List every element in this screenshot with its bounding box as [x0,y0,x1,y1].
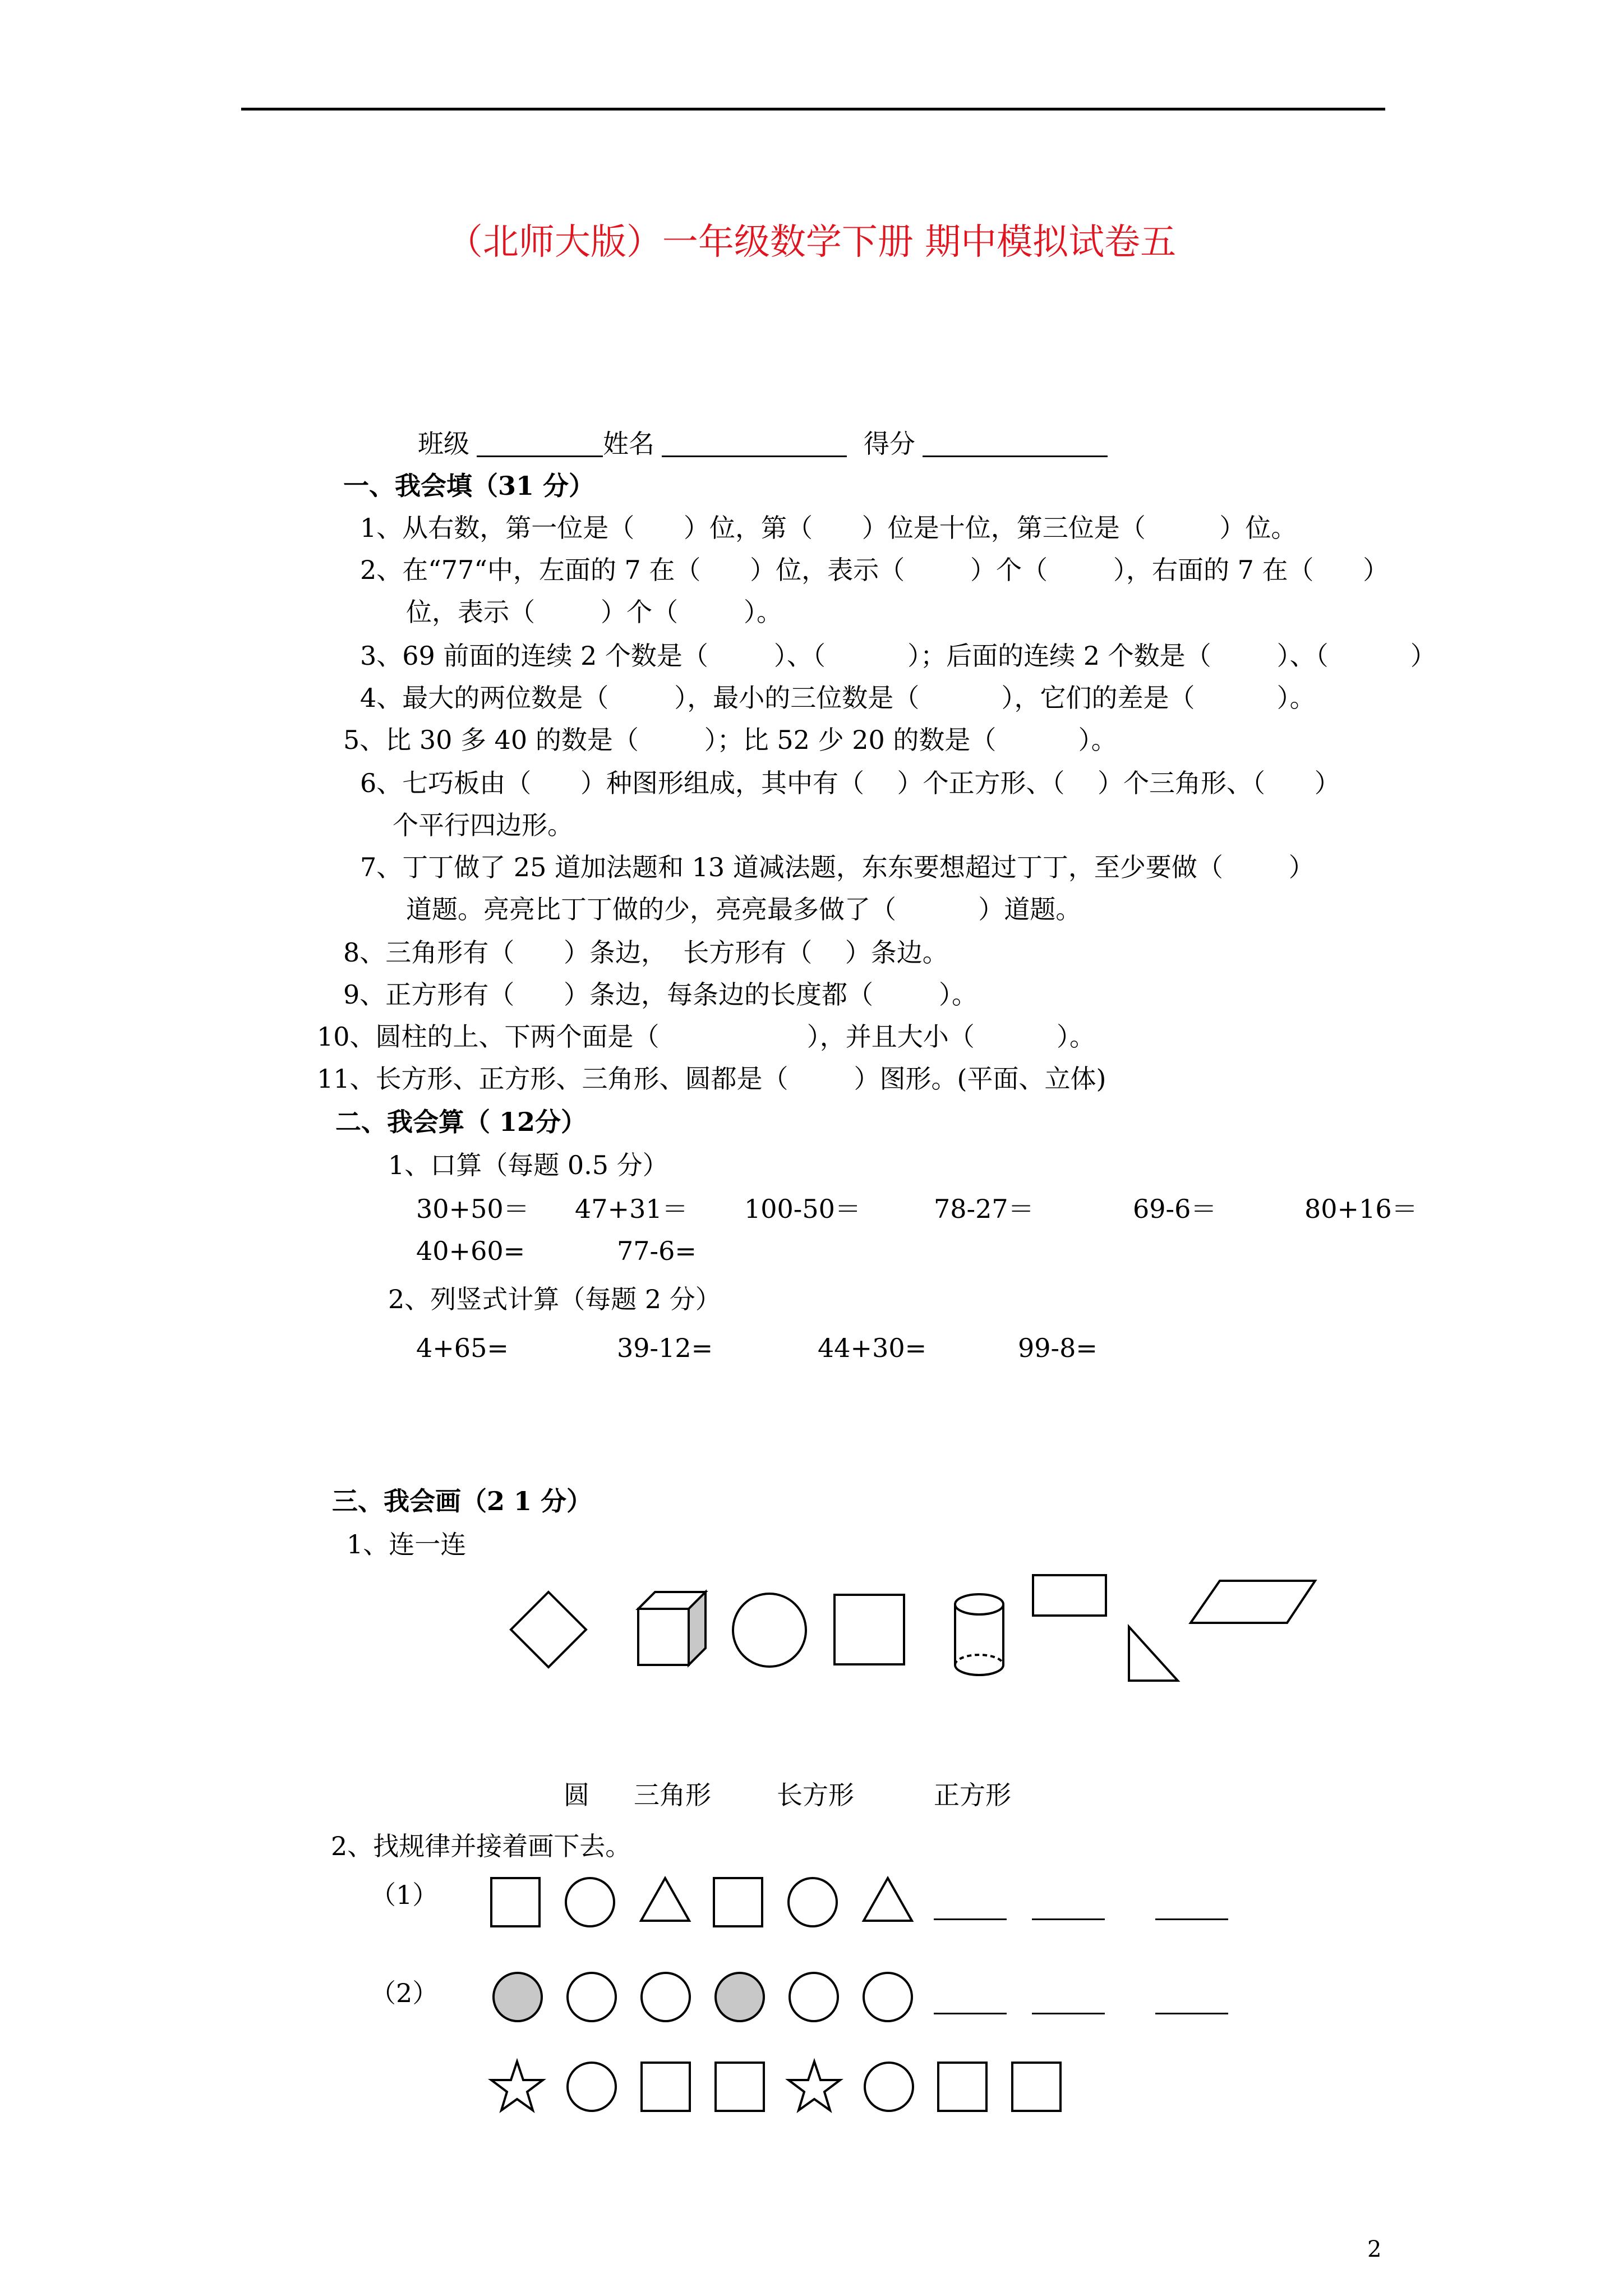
label-square: 正方形 [934,1780,1011,1810]
question-11: 11、长方形、正方形、三角形、圆都是（ ）图形。(平面、立体) [317,1064,1106,1094]
answer-blank[interactable] [1032,1918,1105,1920]
answer-blank[interactable] [934,1918,1007,1920]
question-7-line2: 道题。亮亮比丁丁做的少，亮亮最多做了（ ）道题。 [406,894,1082,924]
name-label: 姓名 [603,429,654,459]
question-3: 3、69 前面的连续 2 个数是（ ）、（ ）；后面的连续 2 个数是（ ）、（ ） [360,641,1436,671]
calc-item: 78-27＝ [934,1194,1034,1224]
shaded-circle-shape [494,1973,542,2021]
question-7-line1: 7、丁丁做了 25 道加法题和 13 道减法题，东东要想超过丁丁，至少要做（ ） [360,852,1315,882]
label-triangle: 三角形 [634,1780,711,1810]
page-title: （北师大版）一年级数学下册 期中模拟试卷五 [446,222,1177,263]
question-5: 5、比 30 多 40 的数是（ ）；比 52 少 20 的数是（ ）。 [343,725,1117,755]
class-label: 班级 [418,429,469,459]
pattern-heading: 2、找规律并接着画下去。 [331,1831,631,1861]
answer-blank[interactable] [1032,2013,1105,2014]
calc-item: 39-12= [617,1333,713,1363]
answer-blank[interactable] [1155,1918,1228,1920]
answer-blank[interactable] [934,2013,1007,2014]
cylinder-shape [955,1594,1003,1675]
triangle-shape [641,1878,689,1921]
mental-math-heading: 1、口算（每题 0.5 分） [388,1150,668,1180]
question-8: 8、三角形有（ ）条边， 长方形有（ ）条边。 [343,937,948,968]
calc-item: 30+50＝ [416,1194,529,1224]
calc-item: 69-6＝ [1133,1194,1217,1224]
parallelogram-shape [1191,1581,1315,1623]
label-circle: 圆 [564,1780,589,1810]
square-shape [491,1878,540,1926]
calc-item: 77-6= [617,1236,697,1266]
square-shape [1012,2063,1061,2111]
question-6-line2: 个平行四边形。 [393,810,573,840]
section3-heading: 三、我会画（2 1 分） [332,1486,593,1516]
question-2-line2: 位，表示（ ）个（ ）。 [406,597,782,627]
question-1: 1、从右数，第一位是（ ）位，第（ ）位是十位，第三位是（ ）位。 [360,513,1297,543]
square-shape [834,1595,904,1664]
square-shape [714,1878,762,1926]
circle-shape [865,2063,913,2111]
pattern-1-label: （1） [370,1880,439,1910]
diamond-shape [511,1592,586,1667]
circle-shape [568,2063,616,2111]
triangle-shape [864,1878,912,1921]
star-shape [789,2062,840,2110]
square-shape [716,2063,764,2111]
square-shape [938,2063,986,2111]
pattern-2-label: （2） [370,1978,439,2008]
square-shape [642,2063,690,2111]
calc-item: 100-50＝ [744,1194,861,1224]
score-label: 得分 [864,429,915,459]
circle-shape [566,1878,614,1926]
circle-shape [790,1973,838,2021]
question-9: 9、正方形有（ ）条边，每条边的长度都（ ）。 [343,979,978,1010]
circle-shape [733,1594,806,1667]
calc-item: 4+65= [416,1333,509,1363]
right-triangle-shape [1129,1627,1178,1681]
circle-shape [642,1973,690,2021]
answer-blank[interactable] [1155,2013,1228,2014]
circle-shape [864,1973,912,2021]
question-2-line1: 2、在“77“中，左面的 7 在（ ）位，表示（ ）个（ ），右面的 7 在（ ） [360,555,1389,585]
section2-heading: 二、我会算（ 12分） [335,1107,587,1137]
rectangle-shape [1033,1575,1106,1616]
cube-shape [638,1592,706,1665]
section1-heading: 一、我会填（31 分） [343,471,595,501]
calc-item: 99-8= [1018,1333,1098,1363]
question-4: 4、最大的两位数是（ ），最小的三位数是（ ），它们的差是（ ）。 [360,683,1316,713]
connect-heading: 1、连一连 [347,1529,467,1559]
calc-item: 44+30= [818,1333,927,1363]
circle-shape [568,1973,616,2021]
shaded-circle-shape [716,1973,764,2021]
star-shape [491,2062,543,2110]
calc-item: 80+16＝ [1304,1194,1418,1224]
question-6-line1: 6、七巧板由（ ）种图形组成，其中有（ ）个正方形、（ ）个三角形、（ ） [360,768,1340,798]
question-10: 10、圆柱的上、下两个面是（ ），并且大小（ ）。 [317,1022,1095,1052]
label-rectangle: 长方形 [777,1780,854,1810]
calc-item: 40+60= [416,1236,525,1266]
page-number: 2 [1367,2237,1382,2262]
vertical-calc-heading: 2、列竖式计算（每题 2 分） [388,1284,721,1314]
calc-item: 47+31＝ [575,1194,688,1224]
circle-shape [789,1878,837,1926]
